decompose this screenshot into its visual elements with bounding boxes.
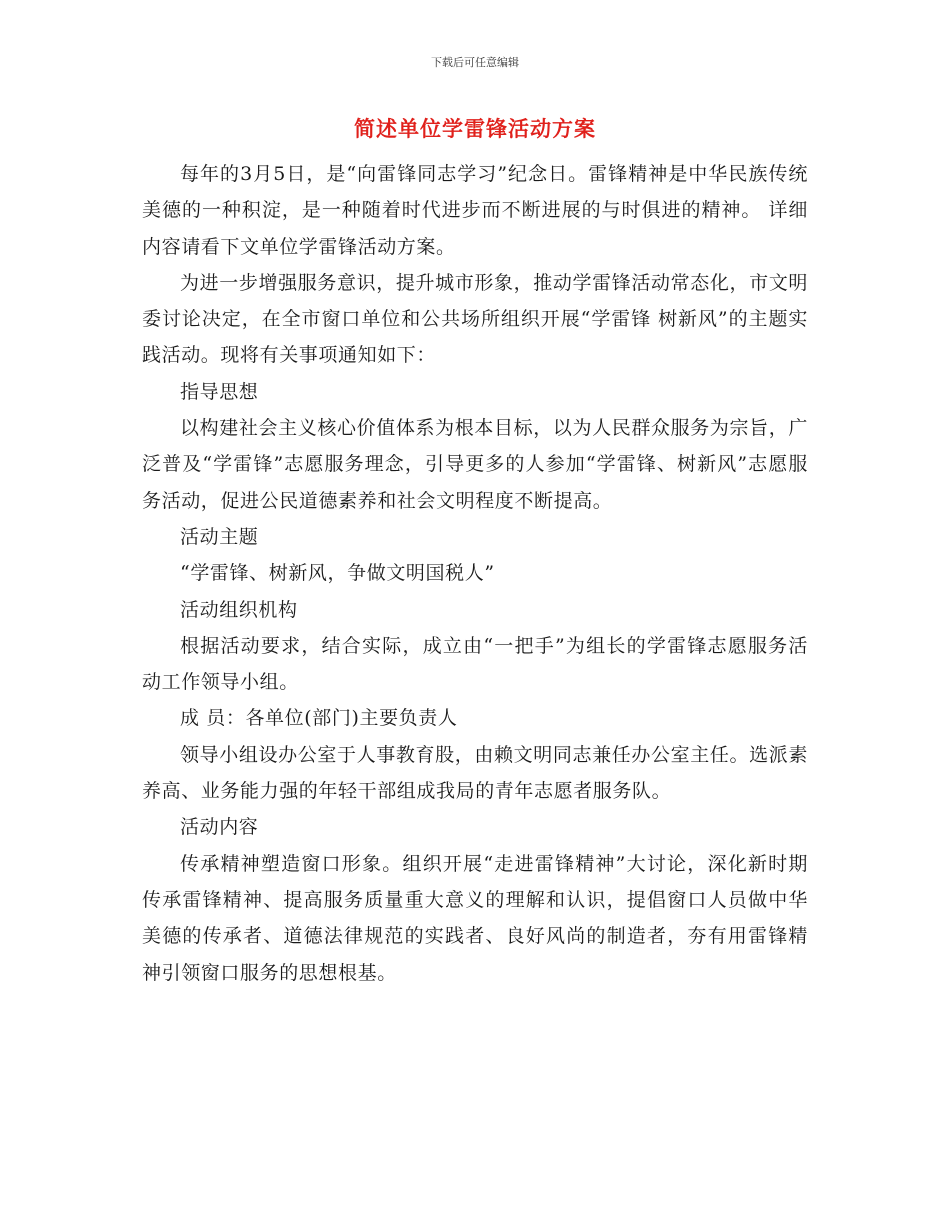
document-body	[142, 156, 808, 991]
paragraph-intro: 每年的3月5日，是“向雷锋同志学习”纪念日。雷锋精神是中华民族传统美德的一种积淀，是一种随着时代进步而不断进展的与时俱进的精神。 详细内容请看下文单位学雷锋活动方案。	[142, 163, 808, 258]
heading-guiding-ideology: 指导思想	[180, 380, 259, 403]
paragraph-members: 成 员：各单位(部门)主要负责人	[180, 707, 458, 730]
paragraph-office: 领导小组设办公室于人事教育股，由赖文明同志兼任办公室主任。选派素养高、业务能力强的年轻干部组成我局的青年志愿者服务队。	[142, 743, 808, 803]
page-header: 下载后可任意编辑	[431, 56, 519, 69]
paragraph-activity-theme: “学雷锋、树新风，争做文明国税人”	[180, 562, 495, 585]
paragraph-activity-content: 传承精神塑造窗口形象。组织开展“走进雷锋精神”大讨论，深化新时期传承雷锋精神、提高服务质量重大意义的理解和认识，提倡窗口人员做中华美德的传承者、道德法律规范的实践者、良好风尚的制造者，夯有用雷锋精神引领窗口服务的思想根基。	[142, 852, 808, 984]
heading-organization: 活动组织机构	[180, 598, 298, 621]
heading-activity-theme: 活动主题	[180, 525, 259, 548]
paragraph-notice: 为进一步增强服务意识，提升城市形象，推动学雷锋活动常态化，市文明委讨论决定，在全市窗口单位和公共场所组织开展“学雷锋 树新风”的主题实践活动。现将有关事项通知如下：	[142, 271, 808, 367]
document-title: 简述单位学雷锋活动方案	[354, 117, 596, 141]
paragraph-organization: 根据活动要求，结合实际，成立由“一把手”为组长的学雷锋志愿服务活动工作领导小组。	[142, 634, 808, 694]
paragraph-guiding-ideology: 以构建社会主义核心价值体系为根本目标，以为人民群众服务为宗旨，广泛普及“学雷锋”志愿服务理念，引导更多的人参加“学雷锋、树新风”志愿服务活动，促进公民道德素养和社会文明程度不断提高。	[142, 417, 808, 512]
heading-activity-content: 活动内容	[180, 816, 259, 839]
